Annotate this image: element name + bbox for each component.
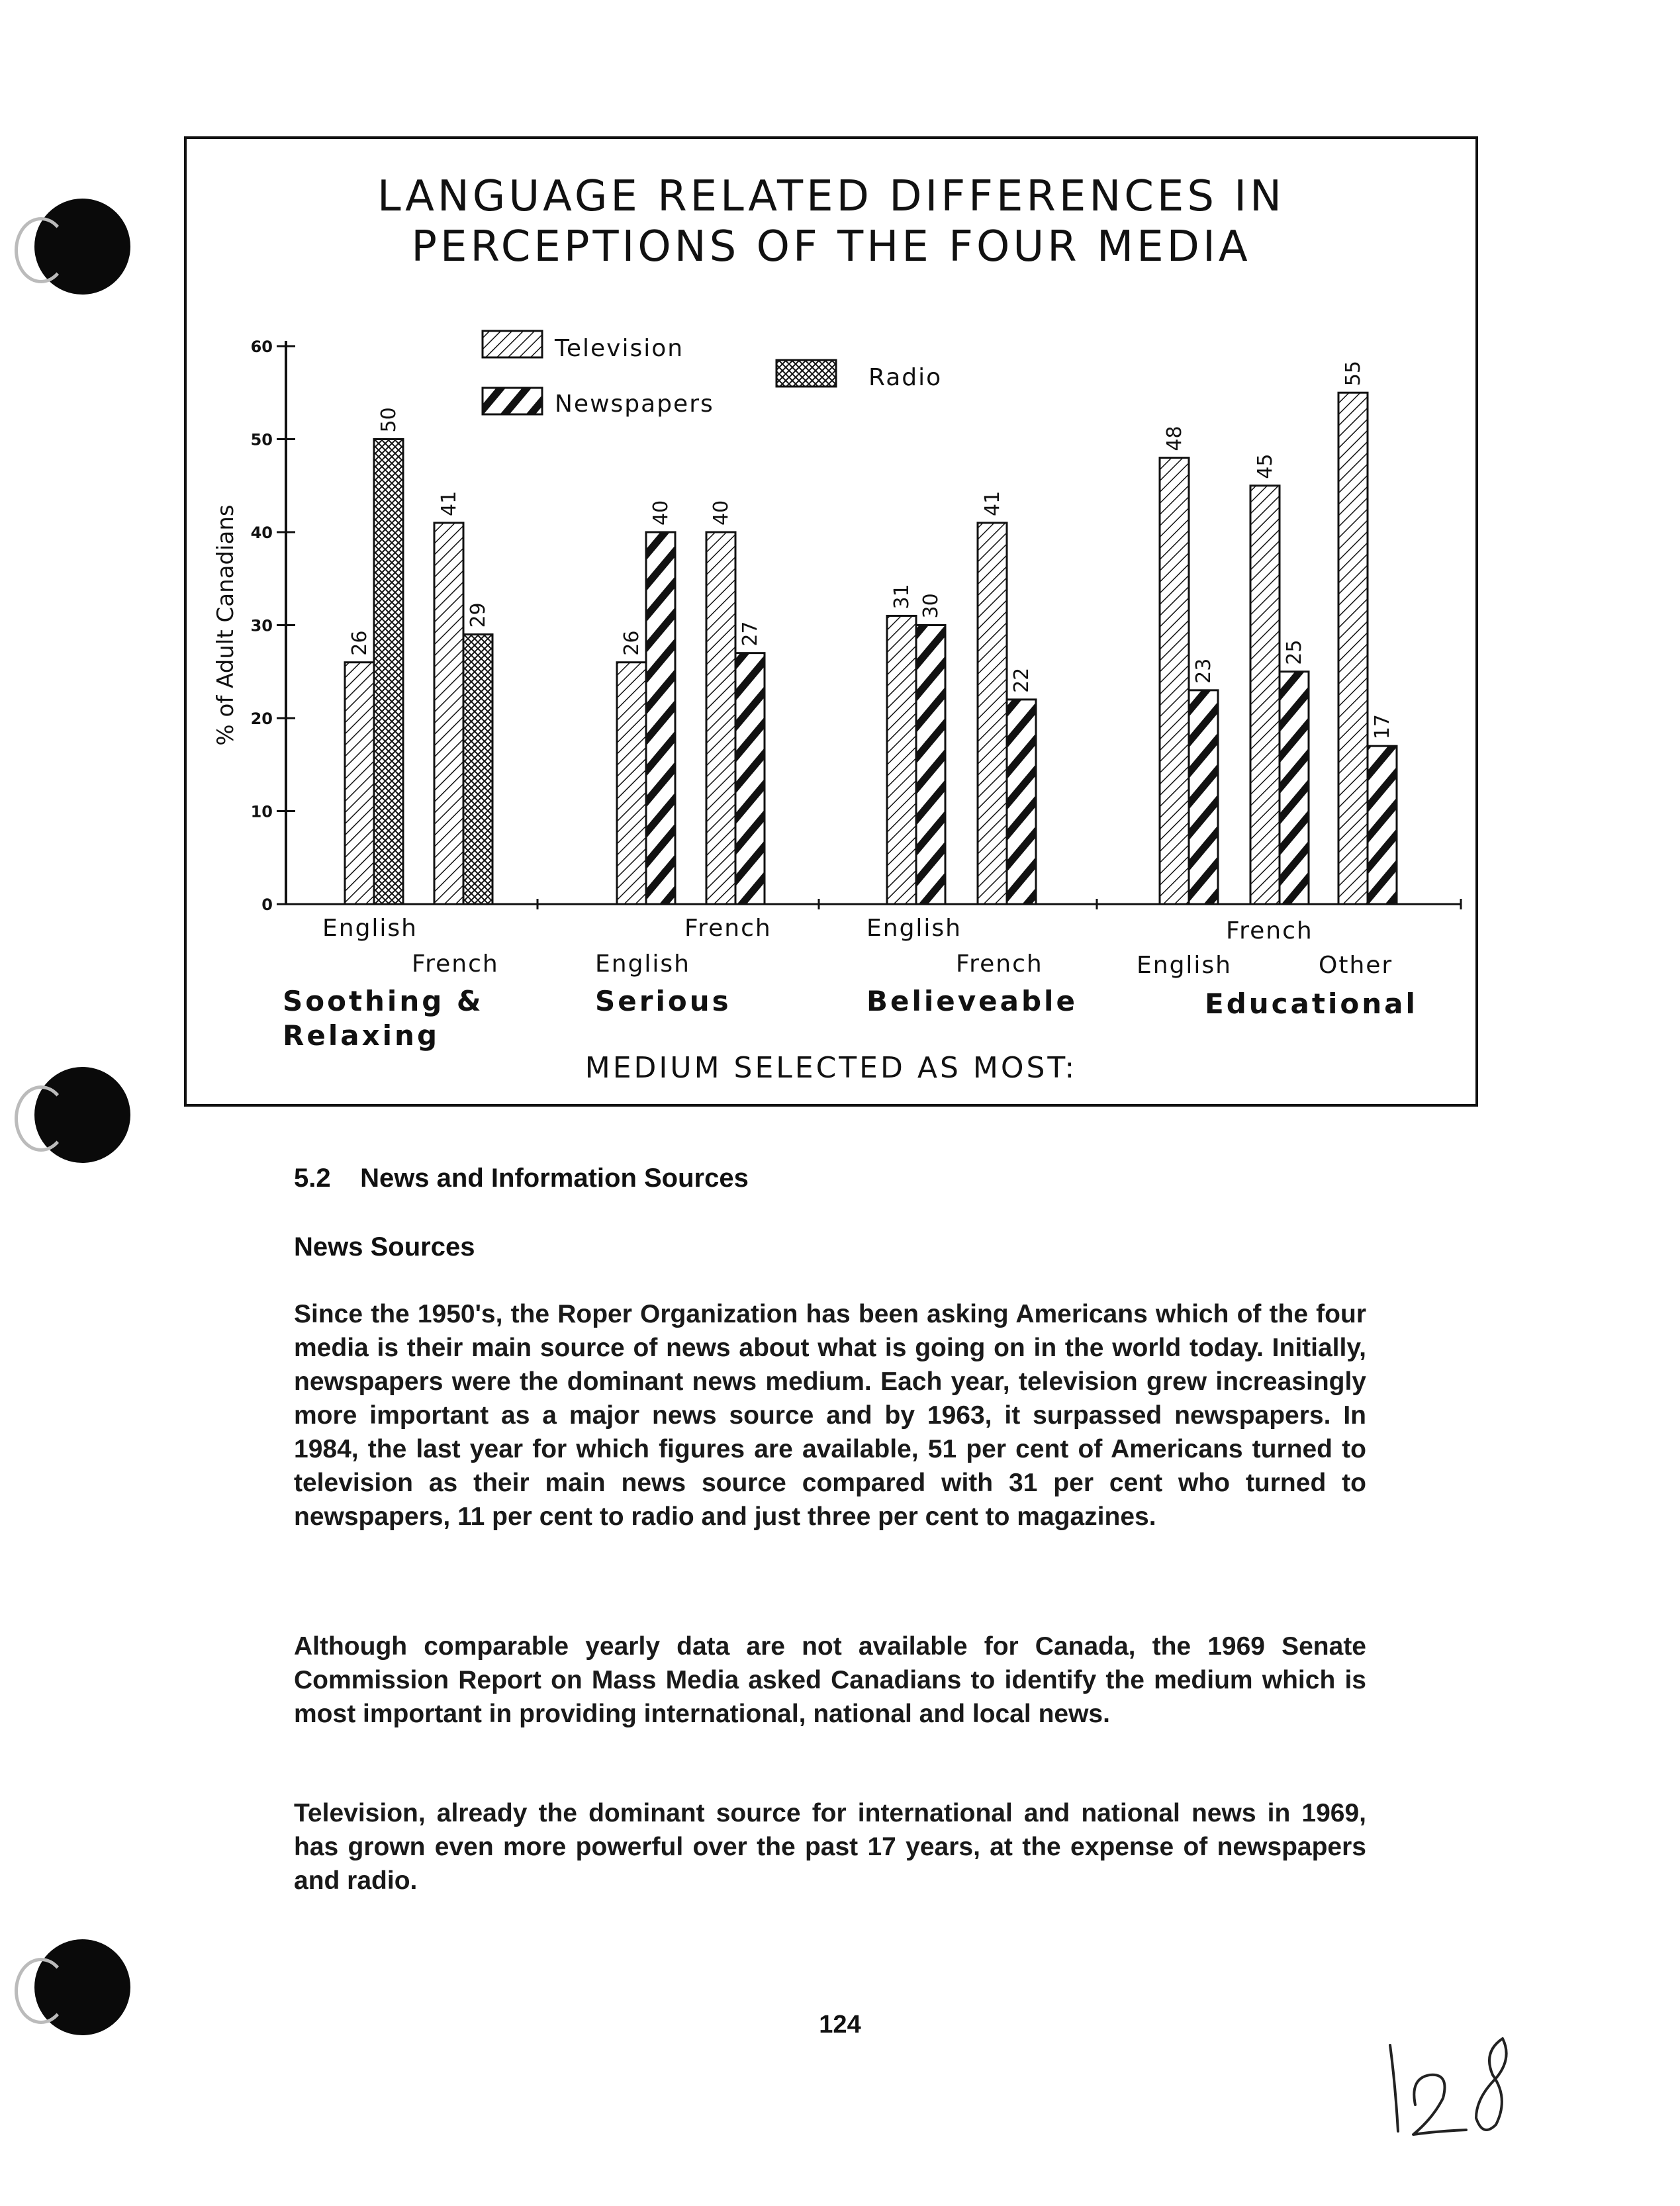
x-group-label: Believeable xyxy=(866,985,1078,1017)
y-tick-label: 0 xyxy=(261,896,273,914)
bar-newspapers xyxy=(1368,746,1397,904)
bar-television xyxy=(1250,486,1280,904)
punch-hole xyxy=(34,1067,130,1163)
bar-value-label: 30 xyxy=(919,593,943,619)
x-sub-label: English xyxy=(322,915,418,942)
bar-value-label: 41 xyxy=(438,490,461,516)
paragraph: Although comparable yearly data are not available for Canada, the 1969 Senate Commission Report on Mass Media asked Canadians to identify the medium which is most important in providing international, national and local news. xyxy=(294,1632,1366,1728)
x-sub-label: French xyxy=(412,950,499,978)
chart-figure xyxy=(184,136,1478,1107)
bar-radio xyxy=(463,635,492,904)
x-sub-label: English xyxy=(1137,952,1232,979)
chart-title-line2: PERCEPTIONS OF THE FOUR MEDIA xyxy=(411,222,1251,271)
bar-television xyxy=(617,663,646,904)
x-sub-label: Other xyxy=(1319,952,1393,979)
bar-newspapers xyxy=(916,625,945,905)
bar-value-label: 48 xyxy=(1163,426,1186,451)
y-axis-label: % of Adult Canadians xyxy=(212,504,239,746)
bar-value-label: 31 xyxy=(890,584,913,610)
chart-footer-label: MEDIUM SELECTED AS MOST: xyxy=(584,1051,1078,1085)
handwritten-page-number xyxy=(1377,2025,1536,2144)
bar-value-label: 26 xyxy=(348,630,371,656)
legend-label-radio: Radio xyxy=(868,364,943,391)
legend-swatch-newspapers xyxy=(483,388,542,414)
x-sub-label: English xyxy=(595,950,690,978)
bar-value-label: 26 xyxy=(620,630,643,656)
bar-value-label: 40 xyxy=(649,500,673,526)
x-group-label: Serious xyxy=(595,985,731,1017)
bar-value-label: 45 xyxy=(1254,453,1277,479)
y-tick-label: 30 xyxy=(250,616,273,635)
bar-television xyxy=(1338,392,1368,904)
bar-newspapers xyxy=(646,532,675,904)
page-number: 124 xyxy=(819,2011,861,2039)
x-group-label: Educational xyxy=(1205,988,1418,1020)
bar-value-label: 29 xyxy=(467,602,490,628)
legend-label-television: Television xyxy=(555,335,684,362)
legend-label-newspapers: Newspapers xyxy=(555,391,714,418)
bar-value-label: 23 xyxy=(1192,658,1215,684)
y-tick-label: 50 xyxy=(250,430,273,449)
bar-value-label: 55 xyxy=(1342,361,1365,387)
x-group-label: Relaxing xyxy=(283,1019,440,1052)
bar-television xyxy=(706,532,735,904)
bar-television xyxy=(345,663,374,904)
bar-newspapers xyxy=(1189,690,1218,904)
x-group-label: Soothing & xyxy=(283,985,484,1017)
subheading: News Sources xyxy=(294,1232,475,1262)
chart-bars xyxy=(345,361,1397,904)
x-sub-label: French xyxy=(956,950,1043,978)
bar-television xyxy=(978,523,1007,904)
x-sub-label: English xyxy=(866,915,962,942)
bar-value-label: 50 xyxy=(377,407,400,433)
bar-value-label: 25 xyxy=(1283,639,1306,665)
bar-value-label: 41 xyxy=(981,490,1004,516)
section-heading xyxy=(294,1164,749,1193)
y-tick-label: 10 xyxy=(250,802,273,821)
section-number: 5.2 xyxy=(294,1164,331,1193)
y-tick-label: 20 xyxy=(250,710,273,728)
bar-television xyxy=(1160,458,1189,904)
legend-swatch-television xyxy=(483,331,542,357)
y-tick-label: 60 xyxy=(250,338,273,356)
chart-title-line1: LANGUAGE RELATED DIFFERENCES IN xyxy=(377,172,1285,221)
section-title: News and Information Sources xyxy=(360,1164,749,1193)
paragraph: Television, already the dominant source for international and national news in 1969, has grown even more powerful over the past 17 years, at the expense of newspapers and radio. xyxy=(294,1799,1366,1895)
bar-chart xyxy=(187,139,1475,1104)
y-tick-label: 40 xyxy=(250,524,273,542)
x-sub-label: French xyxy=(684,915,772,942)
bar-newspapers xyxy=(1280,672,1309,904)
bar-newspapers xyxy=(735,653,765,904)
x-sub-label: French xyxy=(1226,917,1313,944)
bar-radio xyxy=(374,439,403,905)
legend-swatch-radio xyxy=(776,360,836,387)
bar-value-label: 40 xyxy=(710,500,733,526)
bar-newspapers xyxy=(1007,700,1036,904)
bar-television xyxy=(887,616,916,904)
bar-value-label: 22 xyxy=(1010,667,1033,693)
bar-value-label: 27 xyxy=(739,621,762,647)
punch-hole xyxy=(34,199,130,295)
bar-value-label: 17 xyxy=(1371,713,1394,740)
paragraph: Since the 1950's, the Roper Organization has been asking Americans which of the four media is their main source of news about what is going on in the world today. Initially, newspapers were the dominant news medium. Each year, television grew increasingly more important as a major news source and by 1963, it surpassed newspapers. In 1984, the last year for which figures are available, 51 per cent of Americans turned to television as their main news source compared with 31 per cent who turned to newspapers, 11 per cent to radio and just three per cent to magazines. xyxy=(294,1300,1366,1531)
bar-television xyxy=(434,523,463,904)
